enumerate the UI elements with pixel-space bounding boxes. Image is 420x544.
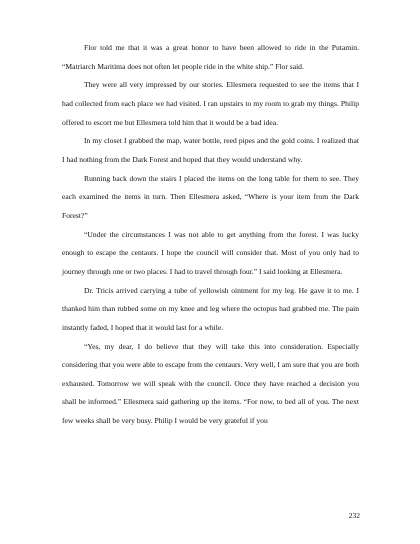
paragraph-1: Flor told me that it was a great honor to have been allowed to ride in the Putamin. “Matriarch Maritima does not often let people ride in the white ship.” Flor said. [62,43,359,71]
paragraph-5: “Under the circumstances I was not able to get anything from the forest. I was lucky enough to escape the centaurs. I hope the council will consider that. Most of you only had to journey through one or two places. I had to travel through four.” I said looking at Ellesmera. [62,229,359,276]
paragraph-2: They were all very impressed by our stories. Ellesmera requested to see the items that I had collected from each place we had visited. I ran upstairs to my room to grab my things. Philip offered to escort me but Ellesmera told him that it would be a bad idea. [62,80,359,127]
page-number: 232 [348,511,360,520]
paragraph-4: Running back down the stairs I placed the items on the long table for them to see. They each examined the items in turn. Then Ellesmera asked, “Where is your item from the Dark Forest?” [62,173,359,220]
paragraph-3: In my closet I grabbed the map, water bottle, reed pipes and the gold coins. I realized that I had nothing from the Dark Forest and hoped that they would understand why. [62,136,359,164]
body-text [62,39,359,431]
paragraph-7: “Yes, my dear, I do believe that they will take this into consideration. Especially considering that you were able to escape from the centaurs. Very well, I am sure that you are both exhausted. Tomorrow we will speak with the council. Once they have reached a decision you shall be informed.” Ellesmera said gathering up the items. “For now, to bed all of you. The next few weeks shall be very busy. Philip I would be very grateful if you [62,341,359,426]
paragraph-6: Dr. Tricis arrived carrying a tube of yellowish ointment for my leg. He gave it to me. I thanked him than rubbed some on my knee and leg where the octopus had grabbed me. The pain instantly faded, I hoped that it would last for a while. [62,285,359,332]
